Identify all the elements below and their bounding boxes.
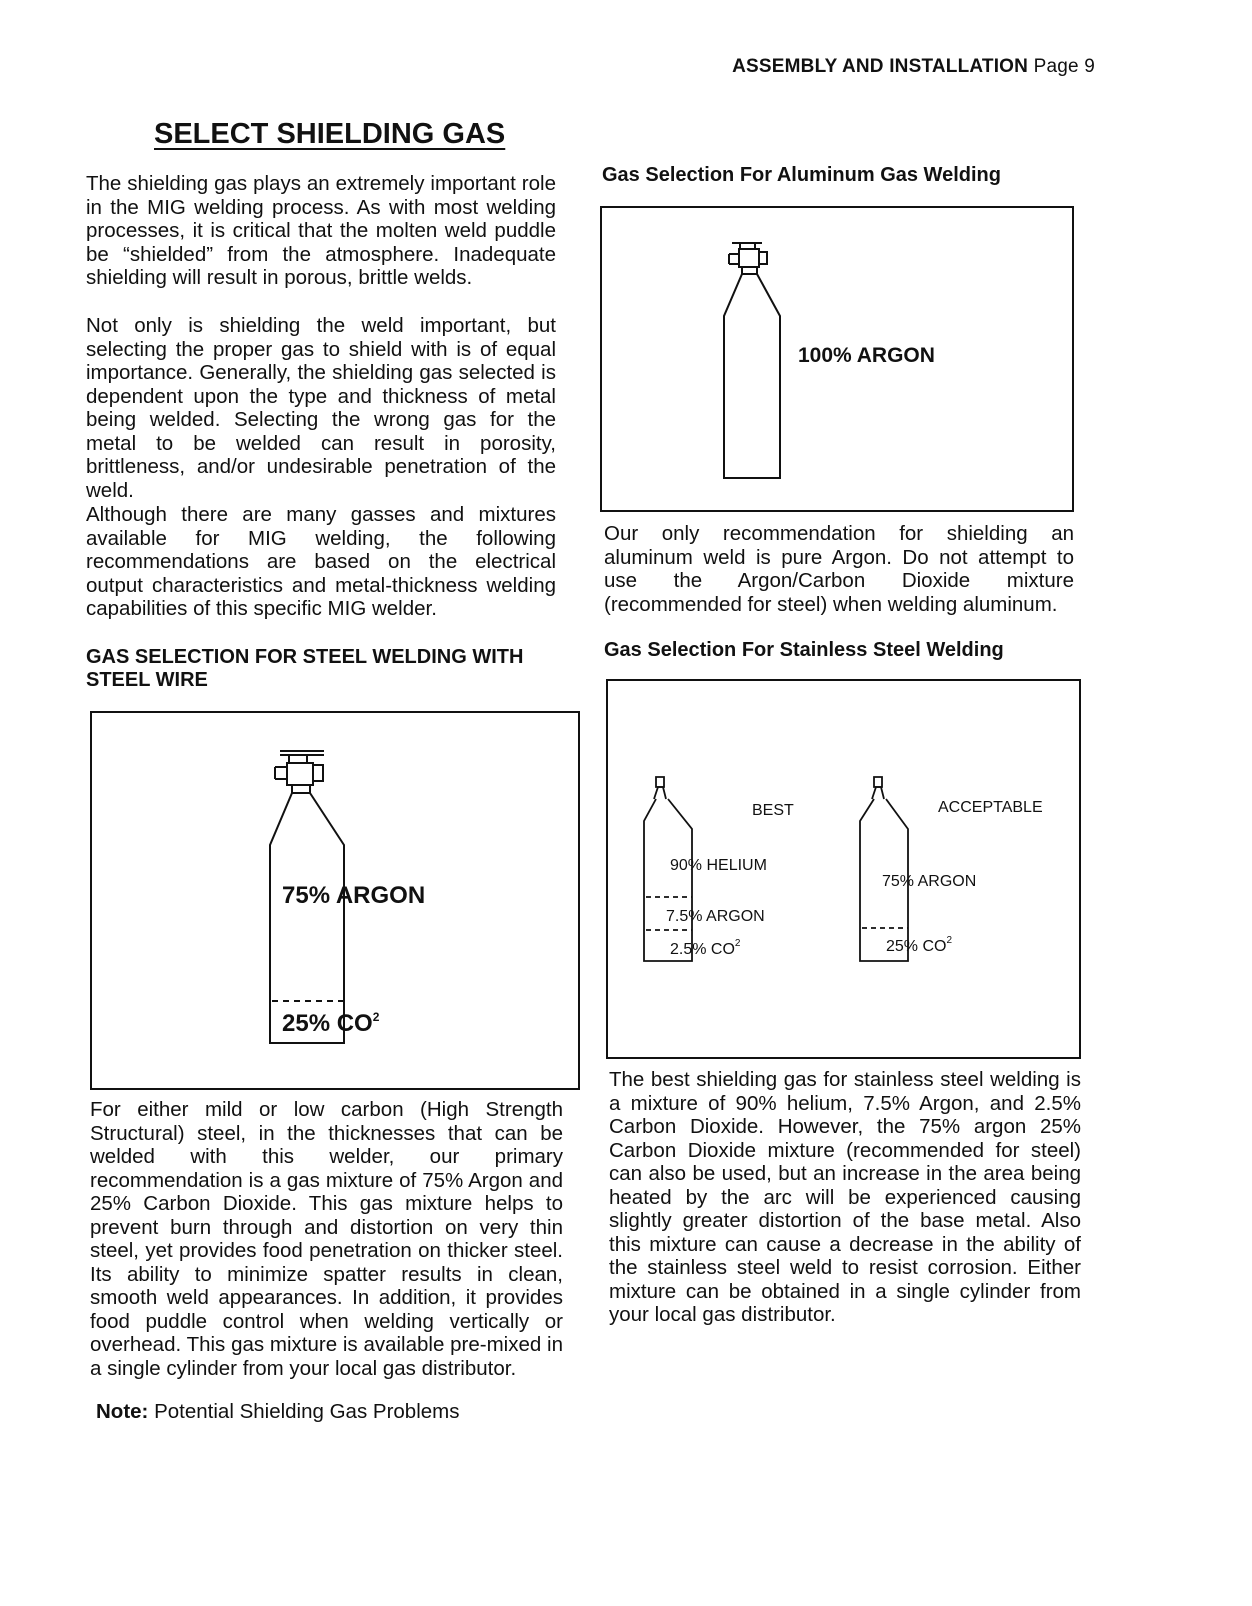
section-title: ASSEMBLY AND INSTALLATION bbox=[732, 56, 1029, 77]
page-header bbox=[600, 56, 1095, 78]
best-helium-label: 90% HELIUM bbox=[670, 857, 767, 874]
aluminum-cylinder-icon bbox=[724, 243, 780, 478]
page-number: Page 9 bbox=[1033, 56, 1095, 77]
page-title: SELECT SHIELDING GAS bbox=[154, 118, 506, 150]
stainless-heading: Gas Selection For Stainless Steel Welding bbox=[604, 639, 1004, 661]
steel-argon-label: 75% ARGON bbox=[282, 882, 426, 909]
aluminum-cylinder-diagram bbox=[602, 208, 1072, 510]
aluminum-paragraph: Our only recommendation for shielding an aluminum weld is pure Argon. Do not attempt to use the Argon/Carbon Dioxide mixture (recommended for steel) when welding aluminum. bbox=[604, 522, 1074, 616]
acceptable-argon-label: 75% ARGON bbox=[882, 873, 977, 890]
steel-paragraph: For either mild or low carbon (High Strength Structural) steel, in the thicknesses that can be welded with this welder, our primary recommendation is a gas mixture of 75% Argon and 25% Carbon Dioxide. This gas mixture helps to prevent burn through and distortion on very thin steel, yet provides food penetration on thicker steel. Its ability to minimize spatter results in clean, smooth weld appearances. In addition, it provides food puddle control when welding vertically or overhead. This gas mixture is available pre-mixed in a single cylinder from your local gas distributor. bbox=[90, 1098, 563, 1380]
note bbox=[96, 1400, 459, 1424]
best-co2-label: 2.5% $CO^2$ bbox=[670, 938, 741, 958]
note-label: Note: bbox=[96, 1400, 149, 1423]
aluminum-heading: Gas Selection For Aluminum Gas Welding bbox=[602, 164, 1001, 186]
recommendations-paragraph: Although there are many gasses and mixtures available for MIG welding, the following recommendations are based on the electrical output characteristics and metal-thickness welding capabilities of this specific MIG welder. bbox=[86, 503, 556, 620]
gas-selection-paragraph: Not only is shielding the weld important, but selecting the proper gas to shield with is of equal importance. Generally, the shielding gas selected is dependent upon the type and thickness of metal being welded. Selecting the wrong gas for the metal to be welded can result in porosity, brittleness, and/or undesirable penetration of the weld. bbox=[86, 314, 556, 502]
aluminum-gas-figure bbox=[600, 206, 1074, 512]
acceptable-label: ACCEPTABLE bbox=[938, 799, 1043, 816]
steel-co2-label: 25% $CO^2$ bbox=[282, 1010, 380, 1037]
stainless-paragraph: The best shielding gas for stainless steel welding is a mixture of 90% helium, 7.5% Argon, and 2.5% Carbon Dioxide. However, the 75% argon 25% Carbon Dioxide mixture (recommended for steel) can also be used, but an increase in the area being heated by the arc will be experienced causing slightly greater distortion of the base metal. Also this mixture can cause a decrease in the ability of the stainless steel weld to resist corrosion. Either mixture can be obtained in a single cylinder from your local gas distributor. bbox=[609, 1068, 1081, 1326]
stainless-cylinders-diagram bbox=[608, 681, 1079, 1057]
stainless-gas-figure bbox=[606, 679, 1081, 1059]
steel-cylinder-diagram bbox=[92, 713, 578, 1088]
steel-heading: GAS SELECTION FOR STEEL WELDING WITH STEEL WIRE bbox=[86, 646, 524, 691]
acceptable-cylinder-icon bbox=[860, 777, 908, 961]
acceptable-co2-label: 25% $CO^2$ bbox=[886, 935, 953, 955]
intro-paragraph: The shielding gas plays an extremely important role in the MIG welding process. As with most welding processes, it is critical that the molten weld puddle be “shielded” from the atmosphere. Inadequate shielding will result in porous, brittle welds. bbox=[86, 172, 556, 289]
aluminum-argon-label: 100% ARGON bbox=[798, 344, 935, 367]
steel-gas-figure bbox=[90, 711, 580, 1090]
best-argon-label: 7.5% ARGON bbox=[666, 908, 765, 925]
best-label: BEST bbox=[752, 802, 794, 819]
note-text: Potential Shielding Gas Problems bbox=[154, 1400, 460, 1423]
